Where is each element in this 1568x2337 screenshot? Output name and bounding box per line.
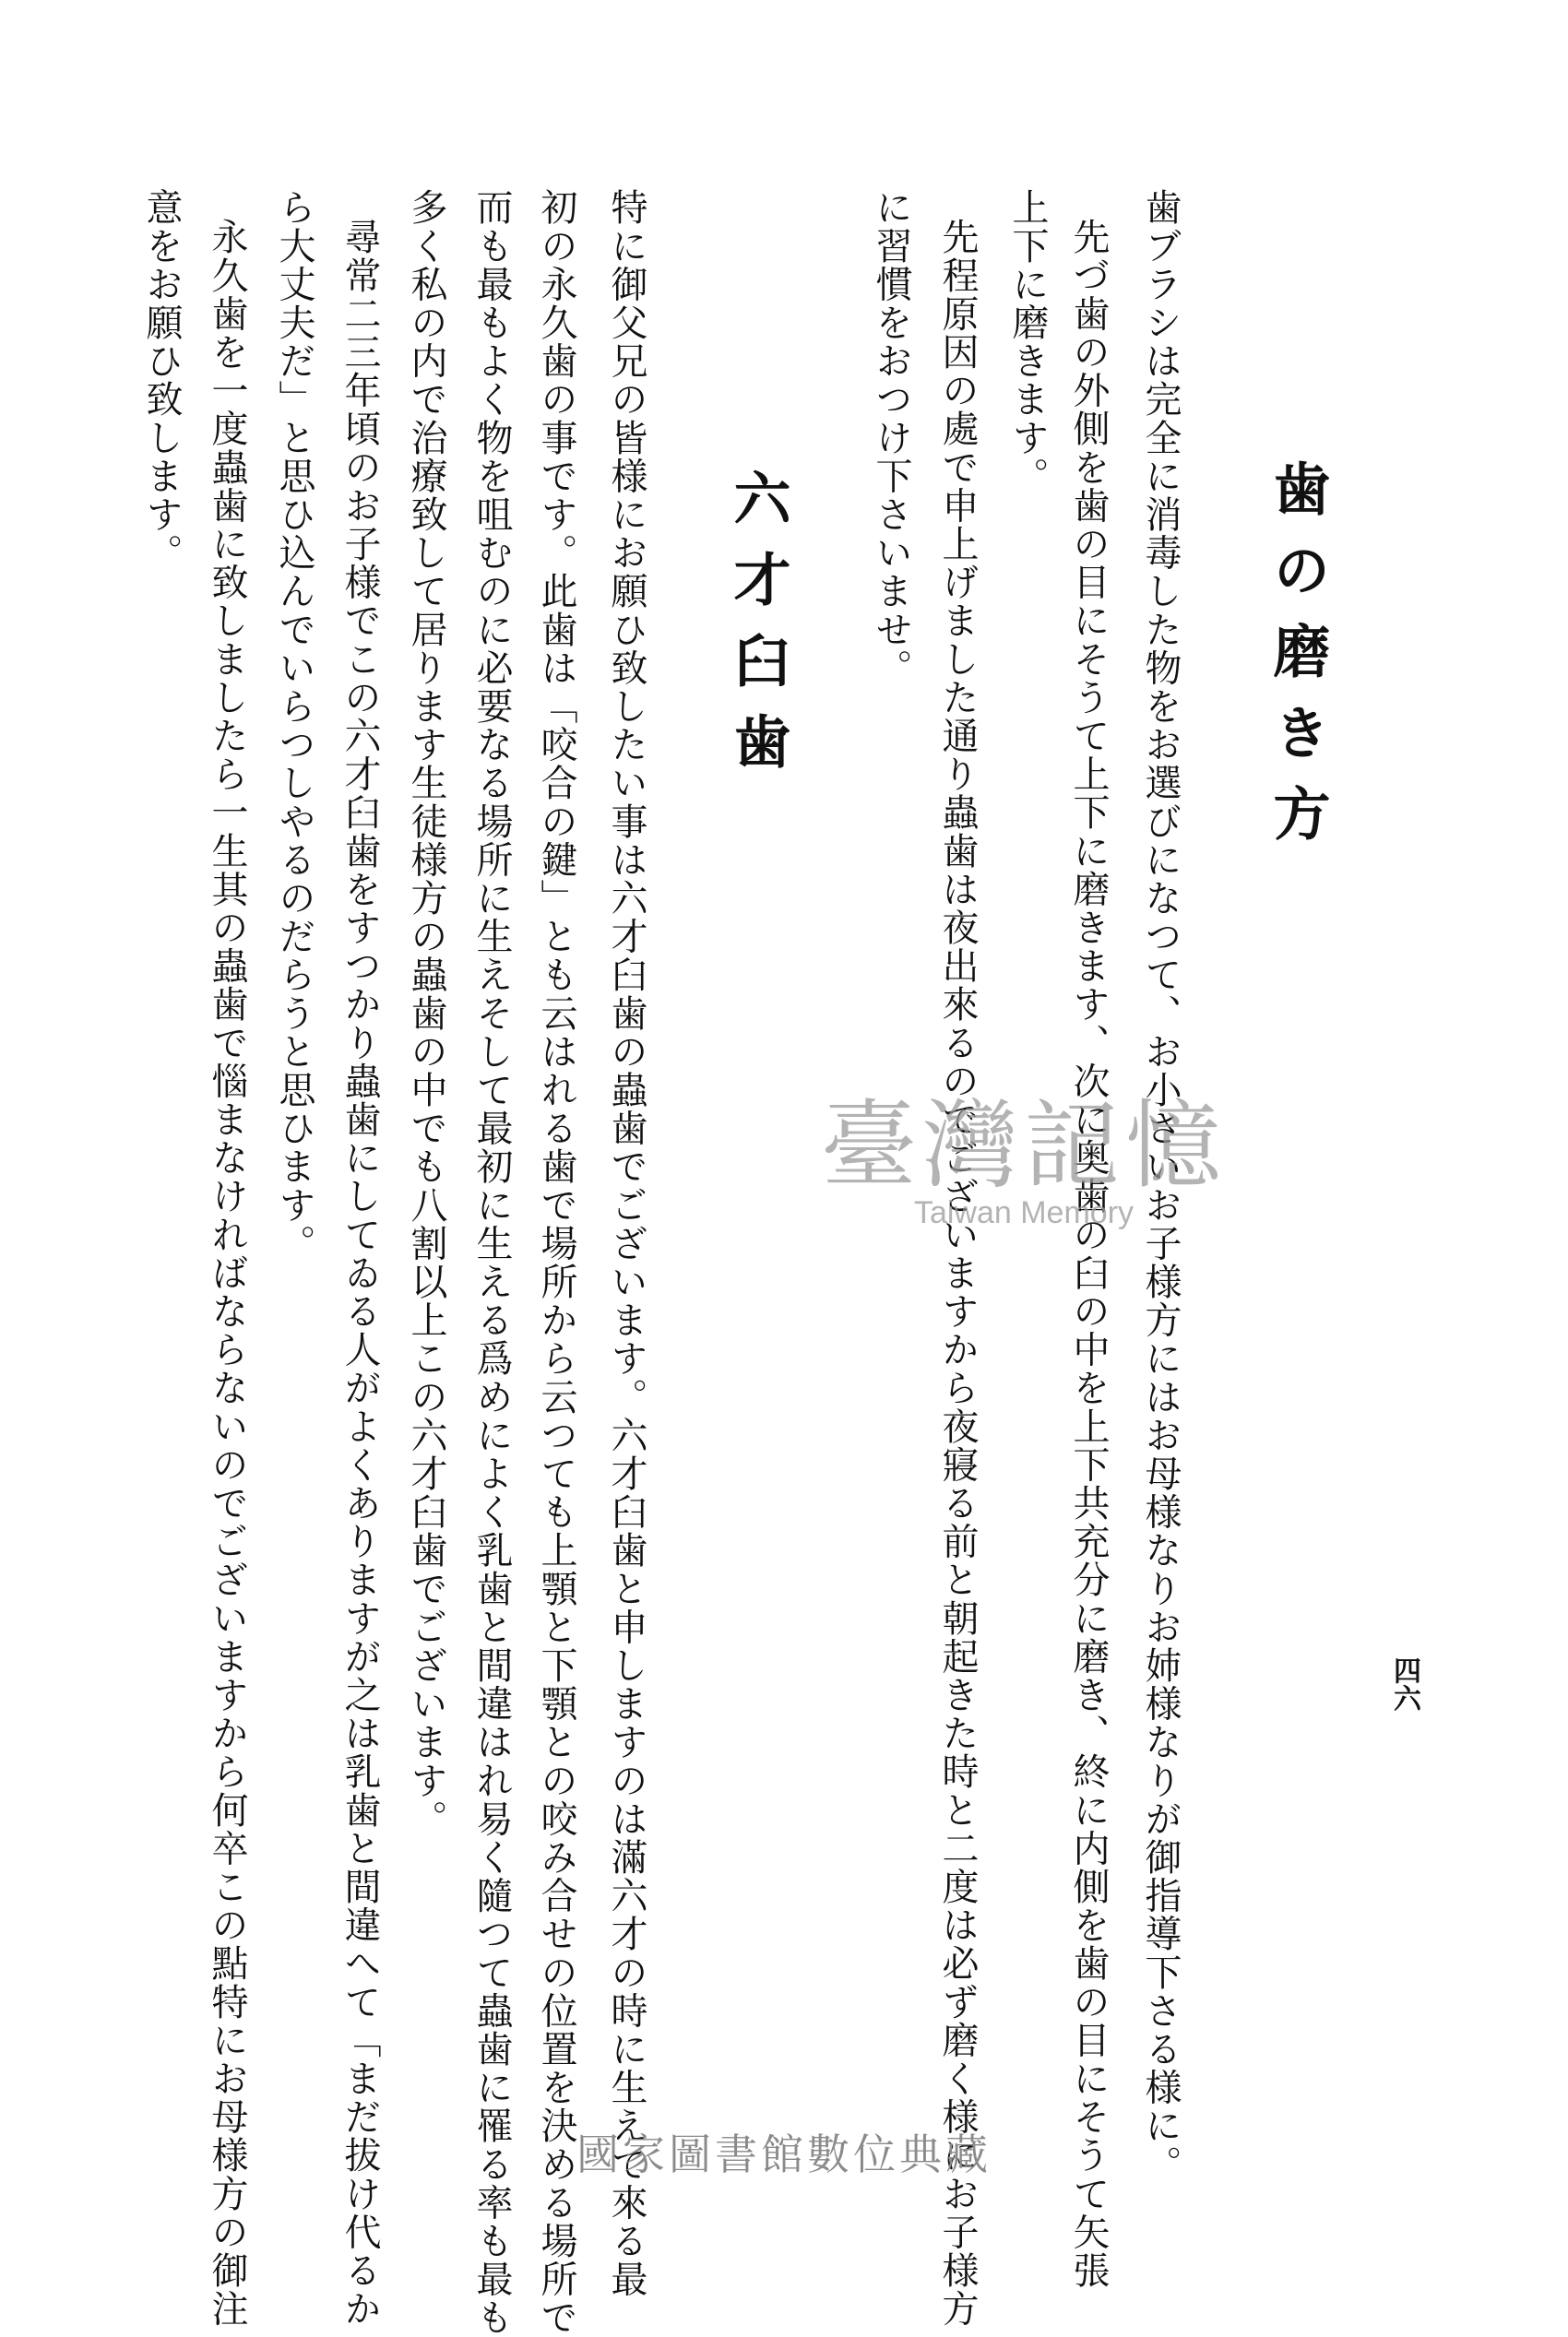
body-line: 先づ歯の外側を歯の目にそうて上下に磨きます、次に奥歯の臼の中を上下共充分に磨き、終に内側を歯の目にそうて矢張: [1067, 218, 1110, 2290]
body-line: 永久歯を一度蟲歯に致しましたら一生其の蟲歯で惱まなければならないのでございますから何卒この點特にお母様方の御注: [206, 218, 248, 2328]
body-line: に習慣をおつけ下さいませ。: [870, 188, 912, 687]
body-line: 先程原因の處で申上げました通り蟲歯は夜出來るのでございますから夜寢る前と朝起きた時と二度は必ず磨く様にお子様方: [936, 218, 979, 2328]
body-line: 意をお願ひ致します。: [140, 188, 183, 572]
footer-library-credit: 國家圖書館數位典藏: [576, 2129, 992, 2179]
body-line: ら大丈夫だ」と思ひ込んでいらつしやるのだらうと思ひます。: [273, 188, 315, 1263]
page-number: 四六: [1388, 1656, 1420, 1712]
body-line: 上下に磨きます。: [1006, 188, 1049, 495]
body-line: 初の永久歯の事です。此歯は「咬合の鍵」とも云はれる歯で場所から云つても上顎と下顎との咬み合せの位置を決める場所で: [535, 188, 577, 2337]
section-title-tooth-brushing: 歯の磨き方: [1264, 459, 1331, 865]
body-line: 多く私の内で治療致して居ります生徒様方の蟲歯の中でも八割以上この六才臼歯でございます。: [405, 188, 447, 1838]
watermark: [784, 1089, 1264, 1231]
body-line: 尋常二三年頃のお子様でこの六才臼歯をすつかり蟲歯にしてゐる人がよくありますが之は乳歯と間違へて「まだ拔け代るか: [339, 218, 381, 2328]
watermark-english: Taiwan Memory: [913, 1195, 1134, 1230]
body-line: 特に御父兄の皆様にお願ひ致したい事は六才臼歯の蟲歯でございます。六才臼歯と申しますのは滿六才の時に生えて來る最: [605, 188, 647, 2298]
section-title-six-year-molar: 六才臼歯: [724, 469, 791, 793]
watermark-chinese: 臺灣記憶: [820, 1089, 1227, 1202]
body-line: 而も最もよく物を咀むのに必要なる場所に生えそして最初に生える爲めによく乳歯と間違はれ易く隨つて蟲歯に罹る率も最も: [470, 188, 513, 2337]
body-line: 歯ブラシは完全に消毒した物をお選びになつて、お小さいお子様方にはお母様なりお姉様なりが御指導下さる様に。: [1139, 188, 1182, 2184]
